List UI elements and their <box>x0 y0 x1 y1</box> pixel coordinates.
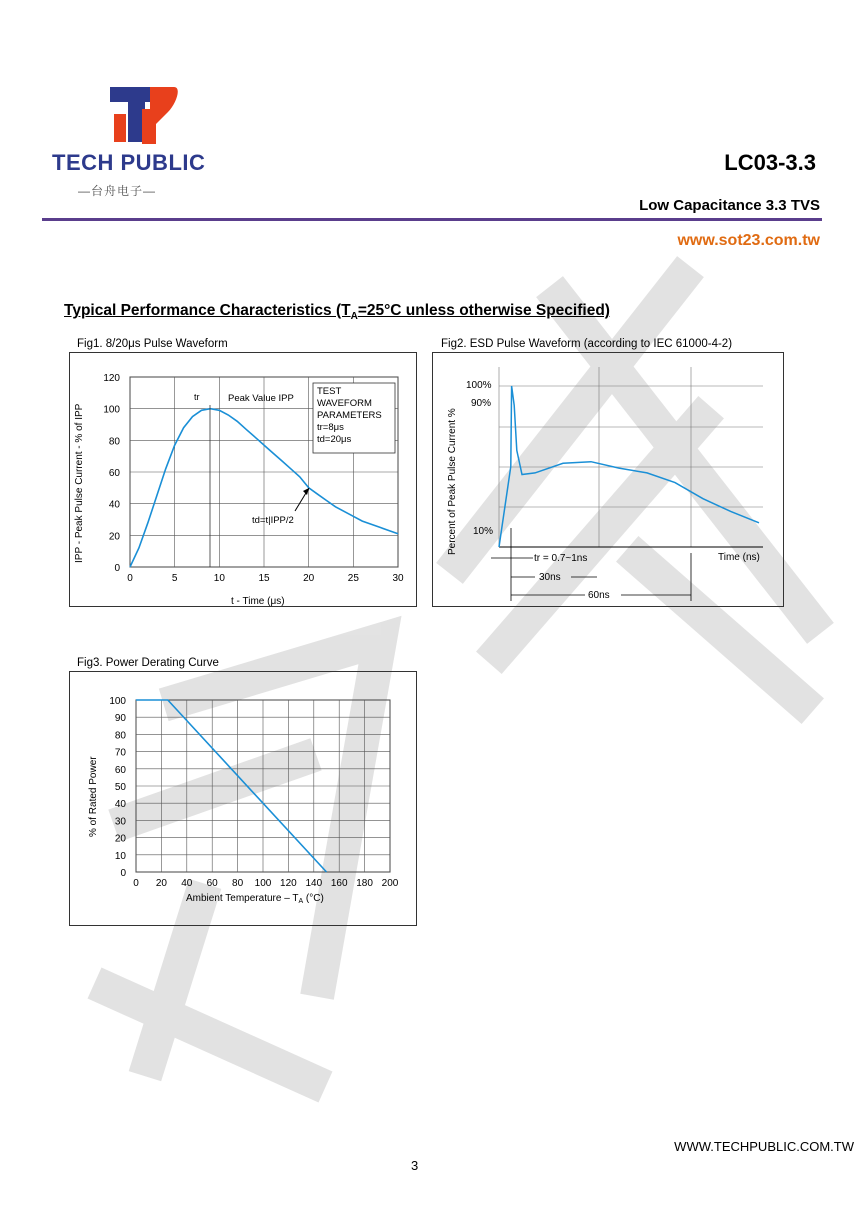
fig2-ytick-90: 90% <box>471 398 492 409</box>
fig3-ylabel: % of Rated Power <box>88 756 99 837</box>
fig2-caption: Fig2. ESD Pulse Waveform (according to IEC 61000-4-2) <box>441 338 733 350</box>
fig1-td-label: td=t|IPP/2 <box>252 515 294 526</box>
fig1-xtick-label: 25 <box>347 573 359 584</box>
fig2-chart <box>433 353 783 606</box>
fig3-ytick-label: 30 <box>114 816 126 828</box>
fig3-ytick-label: 70 <box>114 747 126 759</box>
section-title: Typical Performance Characteristics ($T_A=25^\circ C$ unless otherwise Specified) <box>64 302 610 323</box>
fig2-panel <box>432 352 784 607</box>
footer-url[interactable]: WWW.TECHPUBLIC.COM.TW <box>674 1139 854 1154</box>
fig1-xtick-label: 0 <box>127 573 133 584</box>
fig1-param-line: WAVEFORM <box>317 398 372 409</box>
fig3-ytick-label: 50 <box>114 782 126 793</box>
fig3-caption: Fig3. Power Derating Curve <box>77 657 219 669</box>
fig1-ytick-label: 0 <box>114 563 120 574</box>
fig1-panel <box>69 352 417 607</box>
fig3-ytick-label: 20 <box>114 833 126 845</box>
fig1-ytick-label: 100 <box>103 404 120 416</box>
fig3-xlabel: Ambient Temperature – $T_A$ (°C) <box>186 893 324 905</box>
fig1-xtick-label: 30 <box>392 573 404 584</box>
fig3-grid <box>136 700 390 872</box>
fig1-xtick-label: 10 <box>213 573 225 584</box>
fig3-xtick-label: 160 <box>330 878 348 889</box>
fig1-peak-label: Peak Value IPP <box>228 393 294 404</box>
fig1-ytick-label: 80 <box>108 436 120 448</box>
fig1-ytick-label: 120 <box>103 373 120 384</box>
fig2-tr-annotation: tr = 0.7~1ns <box>534 553 588 564</box>
fig2-grid <box>499 367 763 547</box>
fig2-ylabel: Percent of Peak Pulse Current % <box>447 408 458 555</box>
fig1-param-line: TEST <box>317 386 342 397</box>
document-title: LC03-3.3 <box>724 150 816 175</box>
header-rule <box>42 218 822 221</box>
fig1-param-line: tr=8μs <box>317 422 344 433</box>
fig1-ytick-label: 20 <box>108 531 120 543</box>
fig1-ylabel: IPP - Peak Pulse Current - % of IPP <box>74 403 85 563</box>
fig1-xtick-label: 20 <box>303 573 315 584</box>
fig2-ytick-10: 10% <box>473 526 494 537</box>
fig3-xtick-label: 100 <box>254 878 272 889</box>
fig2-ytick-100: 100% <box>466 380 492 391</box>
fig3-xtick-label: 140 <box>305 878 323 889</box>
fig1-xlabel: t - Time (μs) <box>231 596 285 606</box>
fig1-xtick-label: 5 <box>171 573 178 584</box>
fig3-ytick-label: 90 <box>114 713 126 725</box>
document-subtitle: Low Capacitance 3.3 TVS <box>639 197 820 214</box>
fig1-xtick-label: 15 <box>258 573 270 584</box>
page-number: 3 <box>411 1158 419 1173</box>
fig2-30ns-annotation: 30ns <box>539 572 561 583</box>
fig3-ytick-label: 80 <box>114 730 126 742</box>
fig3-ytick-label: 100 <box>109 696 126 707</box>
fig3-xtick-label: 40 <box>181 878 193 889</box>
fig3-ytick-label: 60 <box>114 764 126 776</box>
fig1-caption: Fig1. 8/20μs Pulse Waveform <box>77 338 228 350</box>
fig3-xtick-label: 200 <box>381 878 399 889</box>
fig3-xtick-label: 60 <box>206 878 218 889</box>
brand-subtext: —台舟电子— <box>78 184 157 198</box>
fig1-tr-label: tr <box>194 392 200 402</box>
fig2-series-line <box>499 386 759 547</box>
fig3-xtick-label: 0 <box>133 878 139 889</box>
fig3-ytick-label: 10 <box>114 850 126 862</box>
fig3-panel <box>69 671 417 926</box>
fig3-ytick-label: 0 <box>120 868 126 879</box>
fig1-ytick-label: 40 <box>108 499 120 511</box>
fig1-param-line: td=20μs <box>317 434 352 445</box>
fig3-xtick-label: 120 <box>280 878 297 889</box>
fig2-xlabel: Time (ns) <box>718 552 760 563</box>
fig1-param-line: PARAMETERS <box>317 410 382 421</box>
fig3-xtick-label: 180 <box>356 878 373 889</box>
fig3-xtick-label: 20 <box>155 878 167 889</box>
fig1-ytick-label: 60 <box>108 468 120 479</box>
fig3-chart <box>70 672 416 925</box>
fig1-chart <box>70 353 416 606</box>
fig1-td-arrowhead <box>303 488 309 495</box>
fig3-xtick-label: 80 <box>232 878 244 889</box>
brand-name: TECH PUBLIC <box>52 150 206 175</box>
fig3-ytick-label: 40 <box>114 799 126 811</box>
website-link[interactable]: www.sot23.com.tw <box>677 232 820 249</box>
fig2-60ns-annotation: 60ns <box>588 590 610 601</box>
